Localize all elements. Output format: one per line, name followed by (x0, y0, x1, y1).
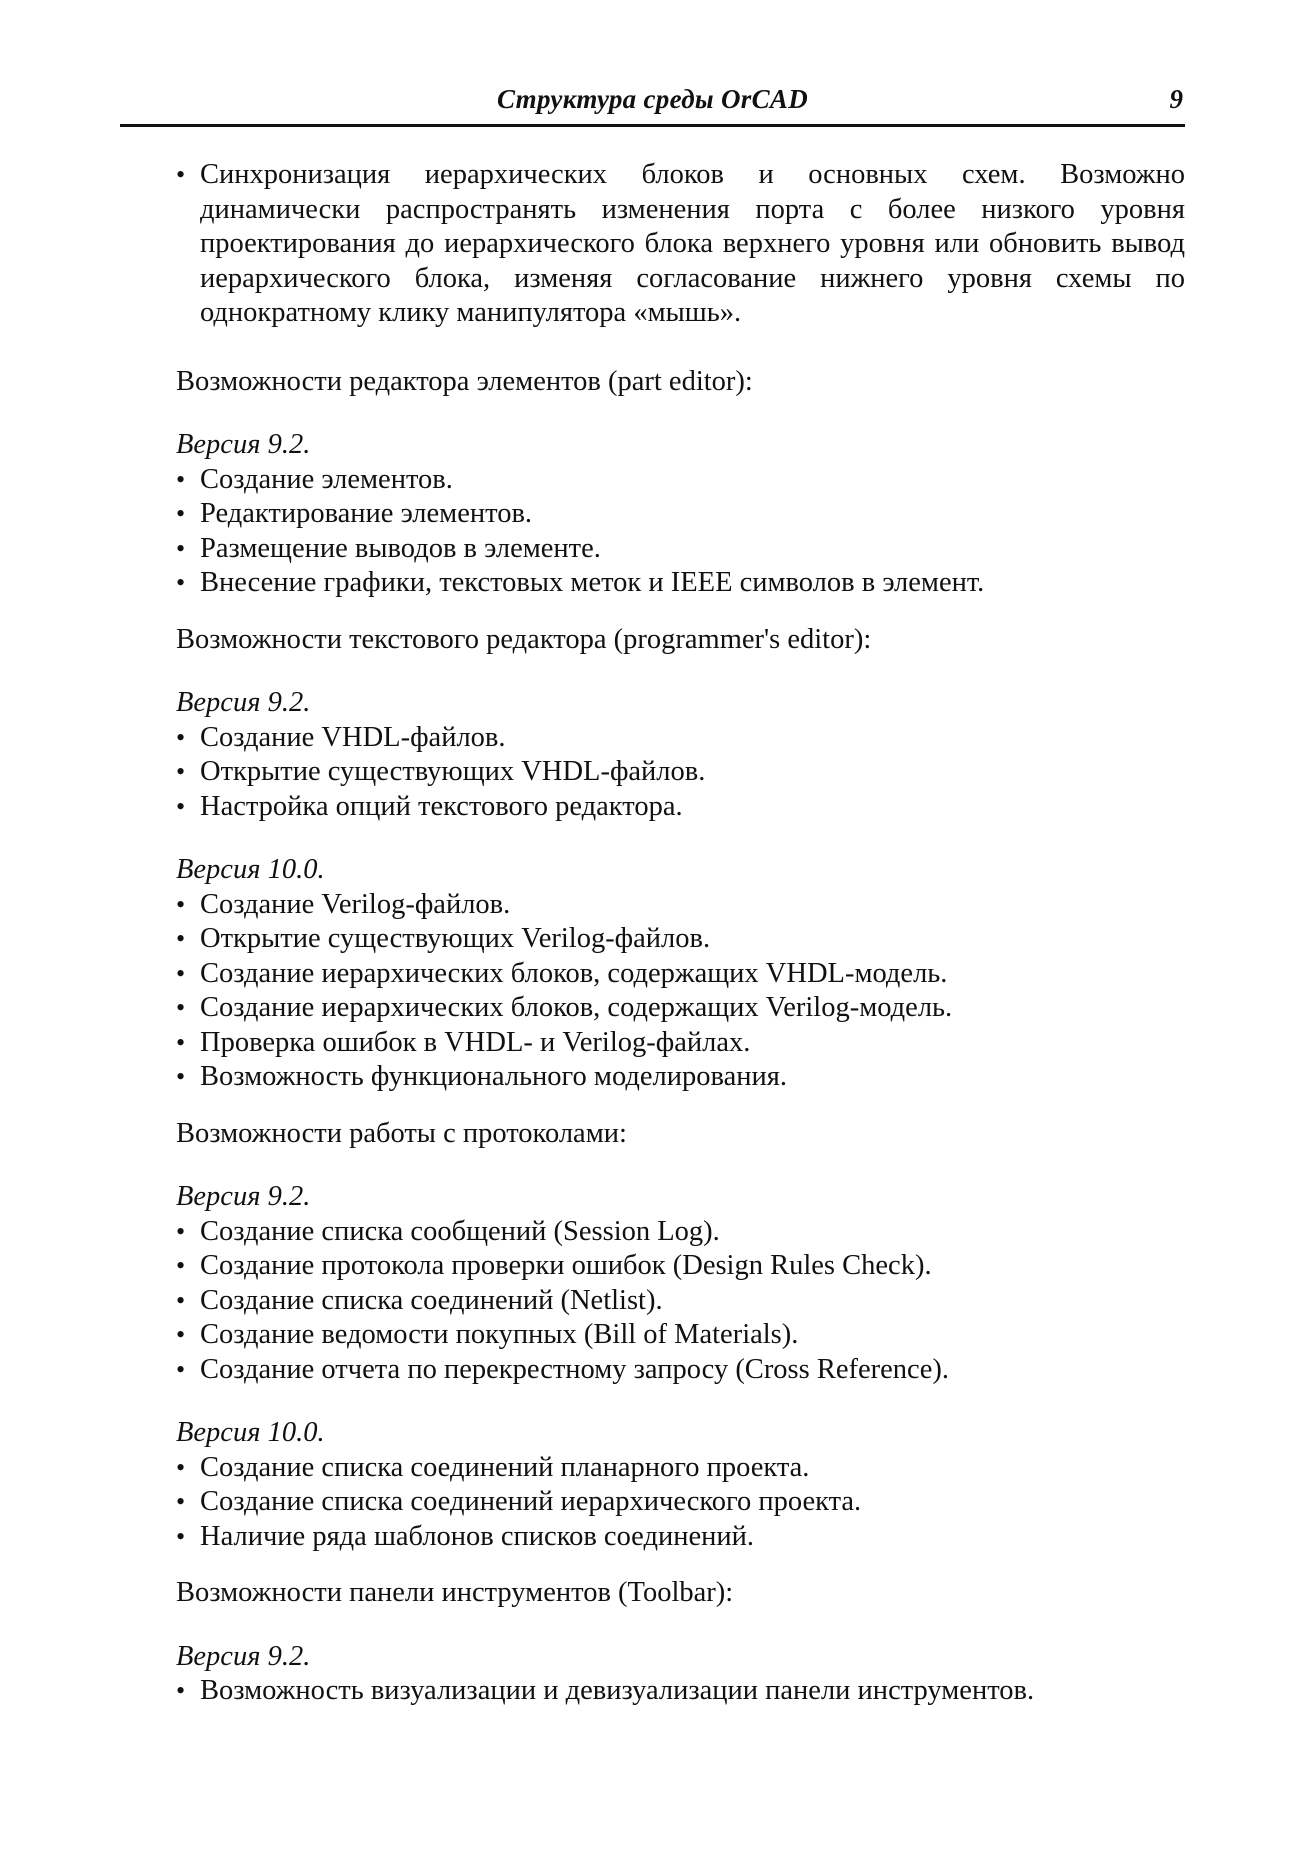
bullet-icon: • (176, 924, 186, 953)
list-item: • Создание элементов. (176, 463, 1185, 498)
list-item: • Внесение графики, текстовых меток и IEEE символов в элемент. (176, 566, 1185, 601)
page-number: 9 (1169, 84, 1183, 114)
bullet-icon: • (176, 1354, 186, 1384)
bullet-icon: • (176, 722, 186, 752)
list-item: • Создание иерархических блоков, содержащих Verilog-модель. (176, 991, 1185, 1026)
bullet-icon: • (176, 1251, 186, 1280)
intro-bullet-item (176, 158, 1185, 331)
running-header (120, 80, 1185, 127)
bullet-icon: • (176, 889, 186, 919)
bullet-icon: • (176, 1320, 186, 1349)
version-label: Версия 10.0. (176, 854, 325, 885)
version-label: Версия 9.2. (176, 687, 311, 718)
list-item: • Создание Verilog-файлов. (176, 888, 1185, 923)
version-label: Версия 10.0. (176, 1417, 325, 1448)
bullet-icon: • (176, 568, 186, 597)
version-label: Версия 9.2. (176, 429, 311, 460)
list-item: • Создание протокола проверки ошибок (Design Rules Check). (176, 1249, 1185, 1284)
section-programmers-editor (176, 623, 1185, 1095)
list-item: • Создание списка соединений (Netlist). (176, 1284, 1185, 1319)
list-item: • Создание иерархических блоков, содержащих VHDL-модель. (176, 957, 1185, 992)
list-item: • Создание VHDL-файлов. (176, 721, 1185, 756)
bullet-icon: • (176, 1487, 186, 1516)
bullet-icon: • (176, 1027, 186, 1057)
list-item: • Создание списка сообщений (Session Log). (176, 1215, 1185, 1250)
section-heading: Возможности работы с протоколами: (176, 1117, 627, 1149)
list-item: • Редактирование элементов. (176, 497, 1185, 532)
bullet-icon: • (176, 464, 186, 494)
section-heading: Возможности текстового редактора (programmer's editor): (176, 623, 872, 655)
section-heading: Возможности панели инструментов (Toolbar): (176, 1577, 734, 1608)
bullet-icon: • (176, 533, 186, 563)
bullet-icon: • (176, 958, 186, 988)
section-toolbar (176, 1576, 1185, 1709)
feature-list (176, 888, 1185, 1095)
list-item: • Размещение выводов в элементе. (176, 532, 1185, 567)
list-item: • Создание списка соединений иерархического проекта. (176, 1485, 1185, 1520)
list-item: • Открытие существующих Verilog-файлов. (176, 922, 1185, 957)
bullet-icon: • (176, 1062, 186, 1091)
bullet-icon: • (176, 757, 186, 786)
bullet-icon: • (176, 1216, 186, 1246)
list-item: • Проверка ошибок в VHDL- и Verilog-файлах. (176, 1026, 1185, 1061)
bullet-icon: • (176, 1285, 186, 1315)
intro-bullet-text: Синхронизация иерархических блоков и основных схем. Возможно динамически распространять изменения порта с более низкого уровня проектирования до иерархического блока верхнего уровня или обновить вывод иерархического блока, изменяя согласование нижнего уровня схемы по однократному клику манипулятора «мышь». (200, 159, 1185, 328)
list-item: • Создание ведомости покупных (Bill of Materials). (176, 1318, 1185, 1353)
list-item: • Наличие ряда шаблонов списков соединений. (176, 1520, 1185, 1555)
version-label: Версия 9.2. (176, 1181, 311, 1212)
bullet-icon: • (176, 1676, 186, 1705)
list-item: • Создание отчета по перекрестному запросу (Cross Reference). (176, 1353, 1185, 1388)
header-title: Структура среды OrCAD (496, 84, 809, 114)
section-heading: Возможности редактора элементов (part editor): (176, 365, 753, 397)
bullet-icon: • (176, 160, 186, 189)
list-item: • Создание списка соединений планарного проекта. (176, 1451, 1185, 1486)
bullet-icon: • (176, 791, 186, 821)
bullet-icon: • (176, 1521, 186, 1551)
section-protocols (176, 1117, 1185, 1555)
version-label: Версия 9.2. (176, 1640, 311, 1672)
list-item: • Настройка опций текстового редактора. (176, 790, 1185, 825)
page-body (176, 158, 1185, 1709)
feature-list (176, 1215, 1185, 1388)
bullet-icon: • (176, 499, 186, 528)
list-item: • Возможность функционального моделирования. (176, 1060, 1185, 1095)
feature-list (176, 721, 1185, 825)
section-part-editor (176, 365, 1185, 601)
feature-list (176, 1674, 1185, 1709)
bullet-icon: • (176, 1452, 186, 1482)
feature-list (176, 1451, 1185, 1555)
bullet-icon: • (176, 993, 186, 1022)
feature-list (176, 463, 1185, 601)
list-item: • Открытие существующих VHDL-файлов. (176, 755, 1185, 790)
list-item: • Возможность визуализации и девизуализации панели инструментов. (176, 1674, 1185, 1709)
